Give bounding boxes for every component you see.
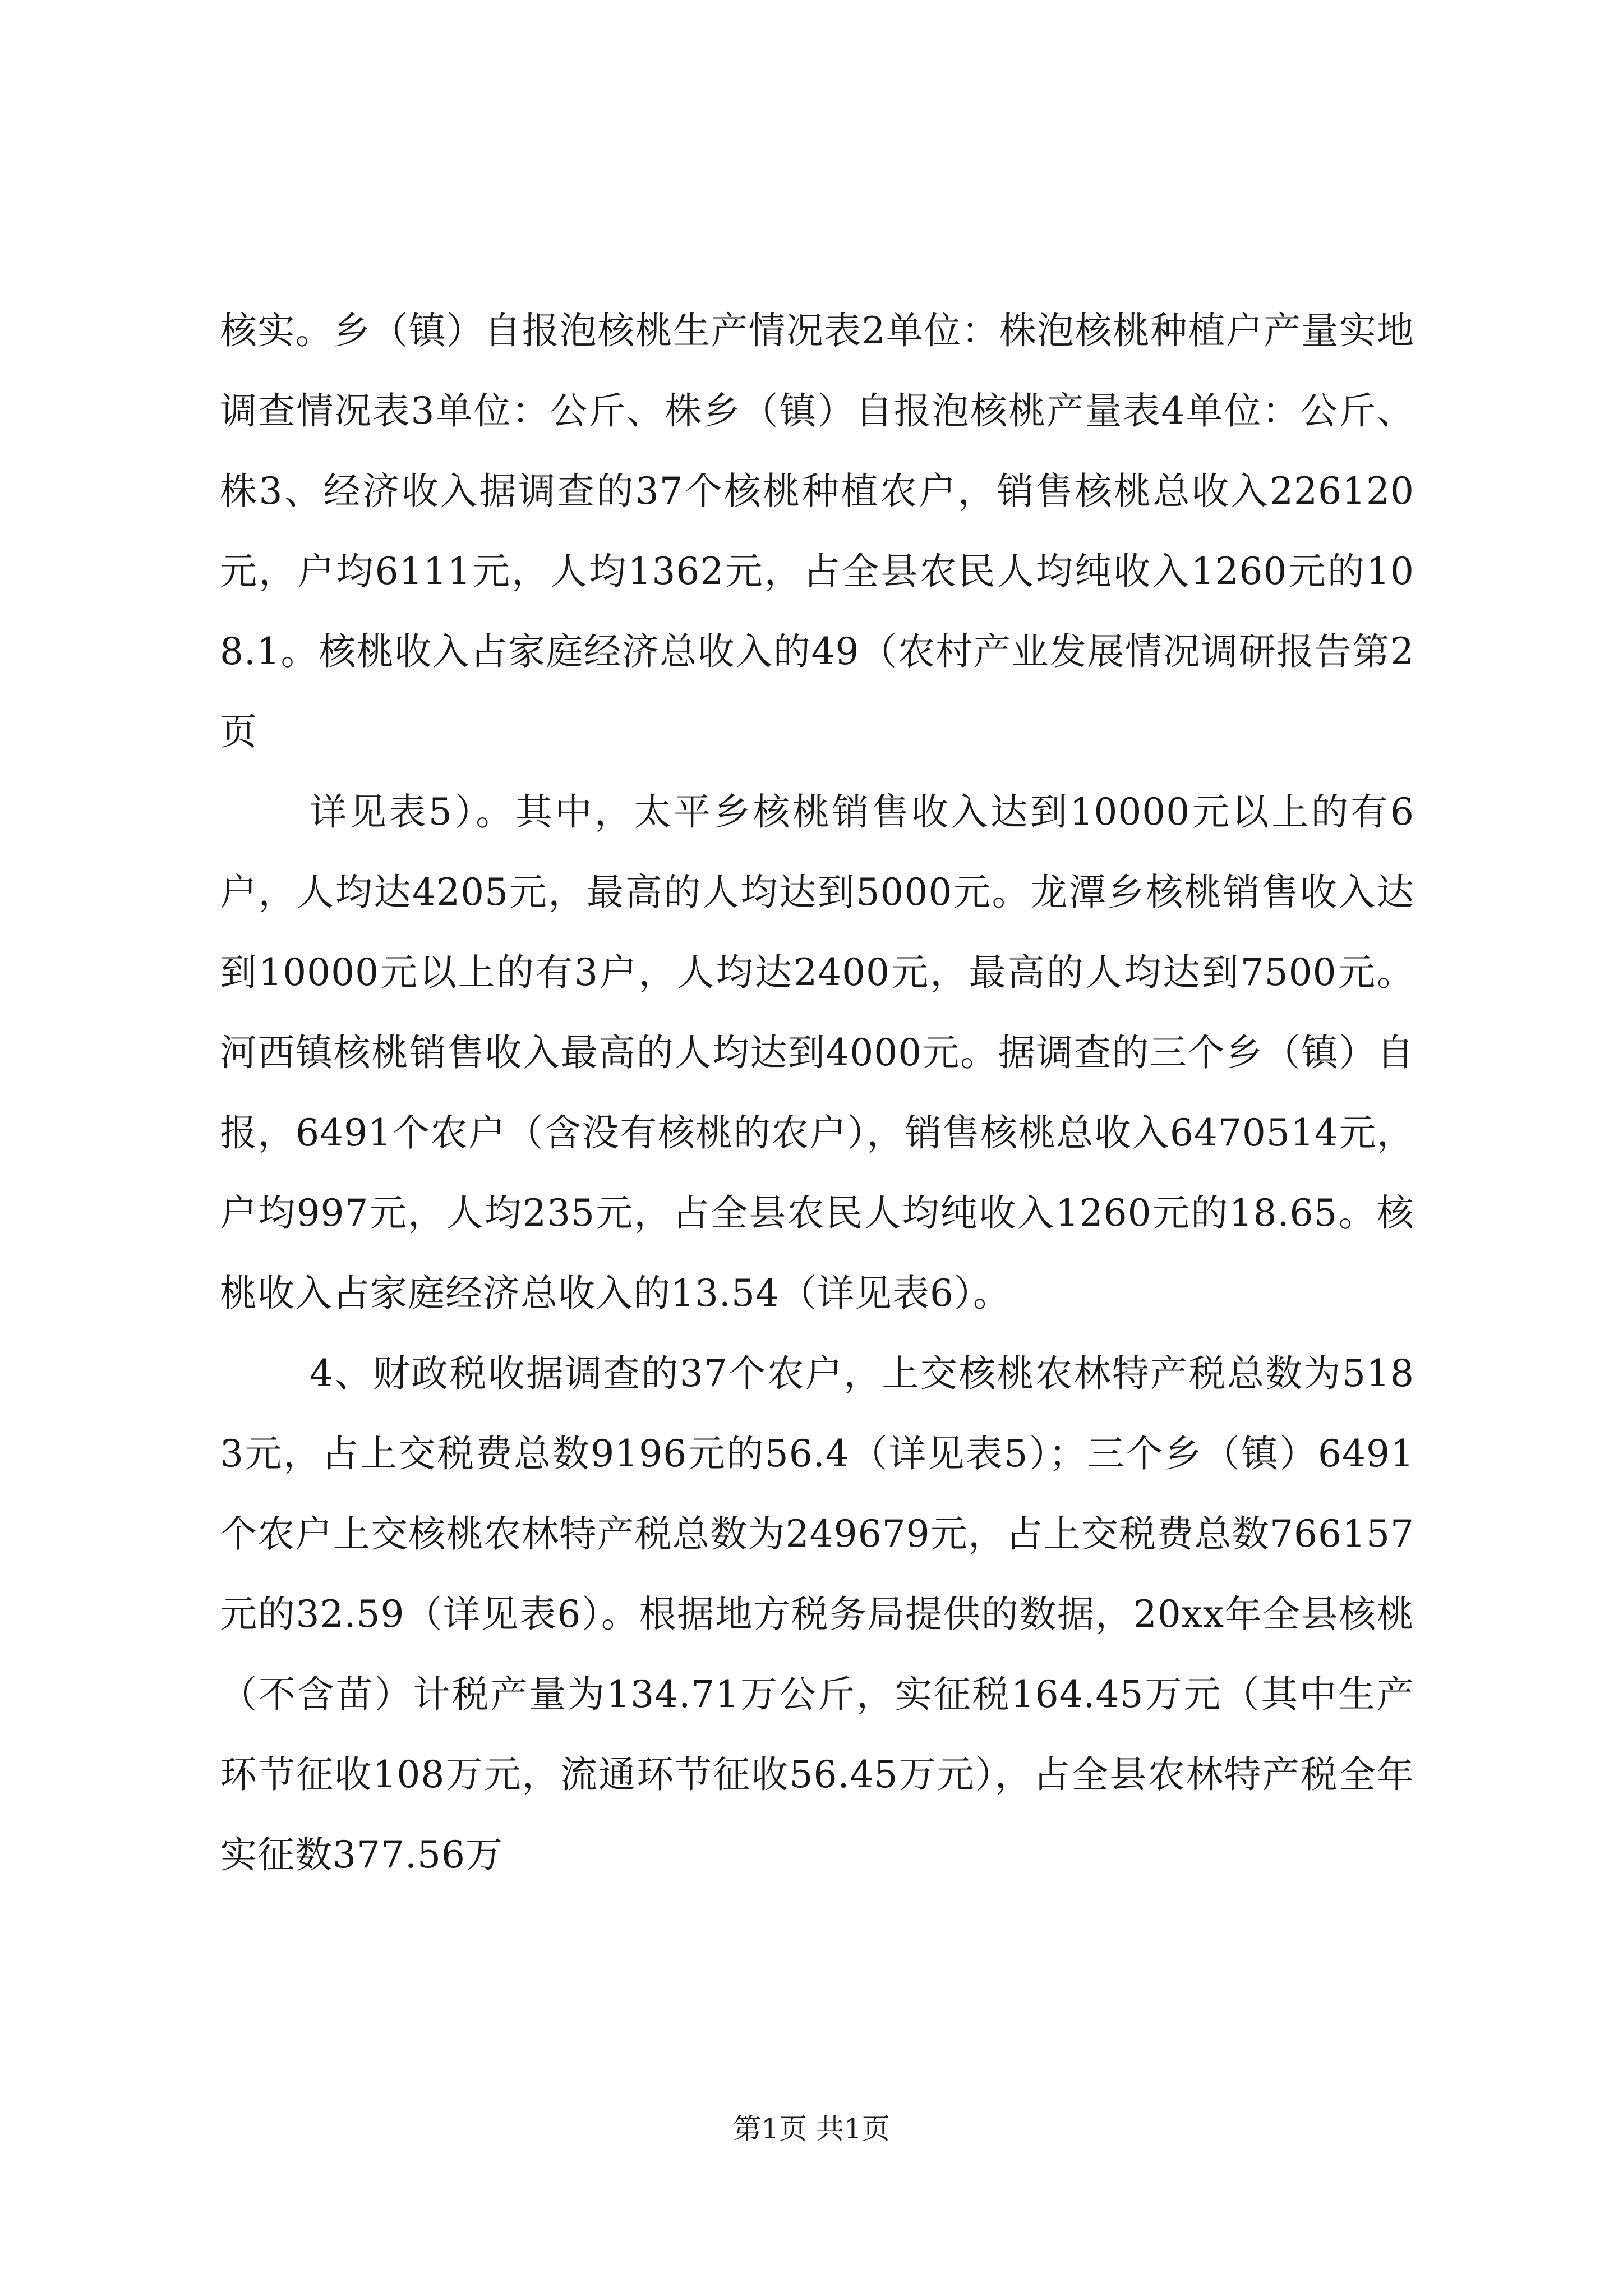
paragraph-1: 核实。乡（镇）自报泡核桃生产情况表2单位：株泡核桃种植户产量实地调查情况表3单位：公斤、株乡（镇）自报泡核桃产量表4单位：公斤、株3、经济收入据调查的37个核桃种植农户，销售核桃总收入226120元，户均6111元，人均1362元，占全县农民人均纯收入1260元的108.1。核桃收入占家庭经济总收入的49（农村产业发展情况调研报告第2页 bbox=[220, 309, 1414, 753]
page-footer: 第1页 共1页 bbox=[733, 2113, 890, 2145]
paragraph-2: 详见表5）。其中，太平乡核桃销售收入达到10000元以上的有6户，人均达4205元，最高的人均达到5000元。龙潭乡核桃销售收入达到10000元以上的有3户，人均达2400元，最高的人均达到7500元。河西镇核桃销售收入最高的人均达到4000元。据调查的三个乡（镇）自报，6491个农户（含没有核桃的农户），销售核桃总收入6470514元，户均997元，人均235元，占全县农民人均纯收入1260元的18.65。核桃收入占家庭经济总收入的13.54（详见表6）。 bbox=[220, 790, 1414, 1315]
paragraph-3: 4、财政税收据调查的37个农户，上交核桃农林特产税总数为5183元，占上交税费总数9196元的56.4（详见表5）；三个乡（镇）6491个农户上交核桃农林特产税总数为249679元，占上交税费总数766157元的32.59（详见表6）。根据地方税务局提供的数据，20xx年全县核桃（不含苗）计税产量为134.71万公斤，实征税164.45万元（其中生产环节征收108万元，流通环节征收56.45万元），占全县农林特产税全年实征数377.56万 bbox=[220, 1352, 1414, 1876]
document-body bbox=[220, 291, 1414, 1895]
